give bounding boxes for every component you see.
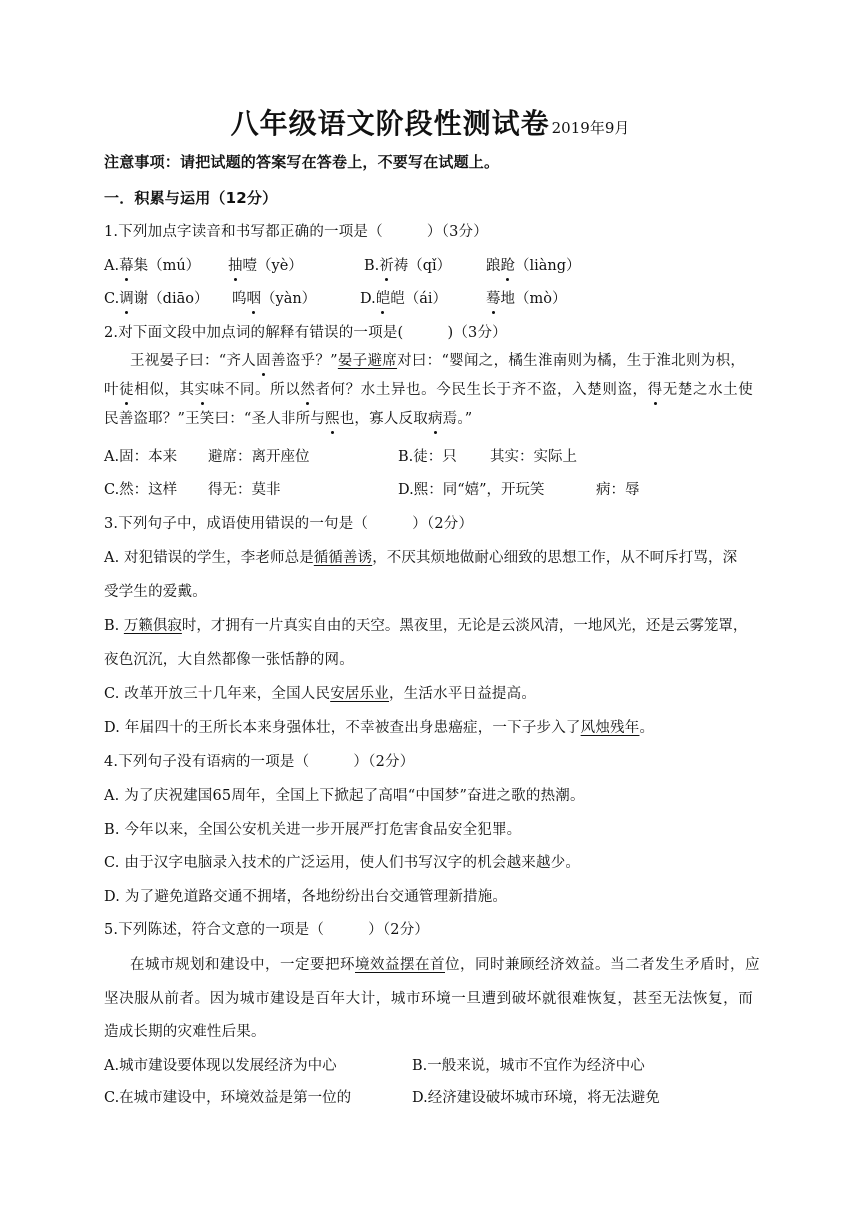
q1-option-d1: D.皑皑（ái） xyxy=(360,291,448,307)
q3-stem: 3.下列句子中，成语使用错误的一句是（ ）（2分） xyxy=(104,516,474,532)
q3-option-a-cont: 受学生的爱戴。 xyxy=(104,584,207,600)
q2-option-a2: 避席：离开座位 xyxy=(208,449,310,465)
notice: 注意事项：请把试题的答案写在答卷上，不要写在试题上。 xyxy=(104,153,500,171)
section-heading: 一．积累与运用（12分） xyxy=(104,189,278,207)
q2-option-a1: A.固：本来 xyxy=(104,449,178,465)
q5-option-c: C.在城市建设中，环境效益是第一位的 xyxy=(104,1090,352,1106)
q3-option-d: D. 年届四十的王所长本来身强体壮，不幸被查出身患癌症，一下子步入了风烛残年。 xyxy=(104,720,655,736)
q3-option-b: B. 万籁俱寂时，才拥有一片真实自由的天空。黑夜里，无论是云淡风清，一地风光，还是云雾笼罩， xyxy=(104,618,748,634)
q4-option-b: B. 今年以来，全国公安机关进一步开展严打危害食品安全犯罪。 xyxy=(104,822,522,838)
q1-option-b2: 踉跄（liàng） xyxy=(486,258,581,274)
page-title: 八年级语文阶段性测试卷 xyxy=(230,107,550,140)
q2-option-b1: B.徒：只 xyxy=(398,449,457,465)
q3-option-a: A. 对犯错误的学生，李老师总是循循善诱，不厌其烦地做耐心细致的思想工作，从不呵斥打骂，深 xyxy=(104,550,738,566)
q1-option-a2: 抽噎（yè） xyxy=(228,258,303,274)
q5-option-a: A.城市建设要体现以发展经济为中心 xyxy=(104,1058,337,1074)
q2-passage-line-1: 王视晏子曰：“齐人固善盗乎？”晏子避席对曰：“婴闻之，橘生淮南则为橘，生于淮北则为枳， xyxy=(130,353,746,369)
q3-option-b-cont: 夜色沉沉，大自然都像一张恬静的网。 xyxy=(104,652,354,668)
q5-option-b: B.一般来说，城市不宜作为经济中心 xyxy=(412,1058,645,1074)
q1-option-d2: 蓦地（mò） xyxy=(486,291,567,307)
exam-date: 2019年9月 xyxy=(551,119,630,137)
q2-passage-line-3: 民善盗耶？”王笑曰：“圣人非所与熙也，寡人反取病焉。” xyxy=(104,411,473,427)
q4-stem: 4.下列句子没有语病的一项是（ ）（2分） xyxy=(104,754,415,770)
q1-option-c2: 呜咽（yàn） xyxy=(232,291,317,307)
q4-option-d: D. 为了避免道路交通不拥堵，各地纷纷出台交通管理新措施。 xyxy=(104,889,508,905)
q3-option-c: C. 改革开放三十几年来，全国人民安居乐业，生活水平日益提高。 xyxy=(104,686,537,702)
q5-stem: 5.下列陈述，符合文意的一项是（ ）（2分） xyxy=(104,922,430,938)
q4-option-a: A. 为了庆祝建国65周年，全国上下掀起了高唱“中国梦”奋进之歌的热潮。 xyxy=(104,788,585,804)
q2-option-d2: 病：辱 xyxy=(596,482,640,498)
q4-option-c: C. 由于汉字电脑录入技术的广泛运用，使人们书写汉字的机会越来越少。 xyxy=(104,855,581,871)
q2-option-d1: D.熙：同“嬉”，开玩笑 xyxy=(398,482,545,498)
q1-option-a1: A.幕集（mú） xyxy=(104,258,201,274)
q5-passage-line-3: 造成长期的灾难性后果。 xyxy=(104,1024,266,1040)
q2-stem: 2.对下面文段中加点词的解释有错误的一项是( )（3分） xyxy=(104,325,507,341)
q1-option-c1: C.调谢（diāo） xyxy=(104,291,209,307)
q5-option-d: D.经济建设破坏城市环境，将无法避免 xyxy=(412,1090,660,1106)
q2-option-b2: 其实：实际上 xyxy=(490,449,577,465)
title-line xyxy=(0,102,860,142)
q5-passage-line-1: 在城市规划和建设中，一定要把环境效益摆在首位，同时兼顾经济效益。当二者发生矛盾时，应 xyxy=(130,957,760,973)
q1-stem: 1.下列加点字读音和书写都正确的一项是（ ）（3分） xyxy=(104,224,488,240)
q2-passage-line-2: 叶徒相似，其实味不同。所以然者何？水土异也。今民生长于齐不盗，入楚则盗，得无楚之水土使 xyxy=(104,382,754,398)
q5-passage-line-2: 坚决服从前者。因为城市建设是百年大计，城市环境一旦遭到破坏就很难恢复，甚至无法恢复，而 xyxy=(104,991,754,1007)
q2-option-c1: C.然：这样 xyxy=(104,482,178,498)
q2-option-c2: 得无：莫非 xyxy=(208,482,281,498)
q1-option-b1: B.祈祷（qǐ） xyxy=(364,258,452,274)
